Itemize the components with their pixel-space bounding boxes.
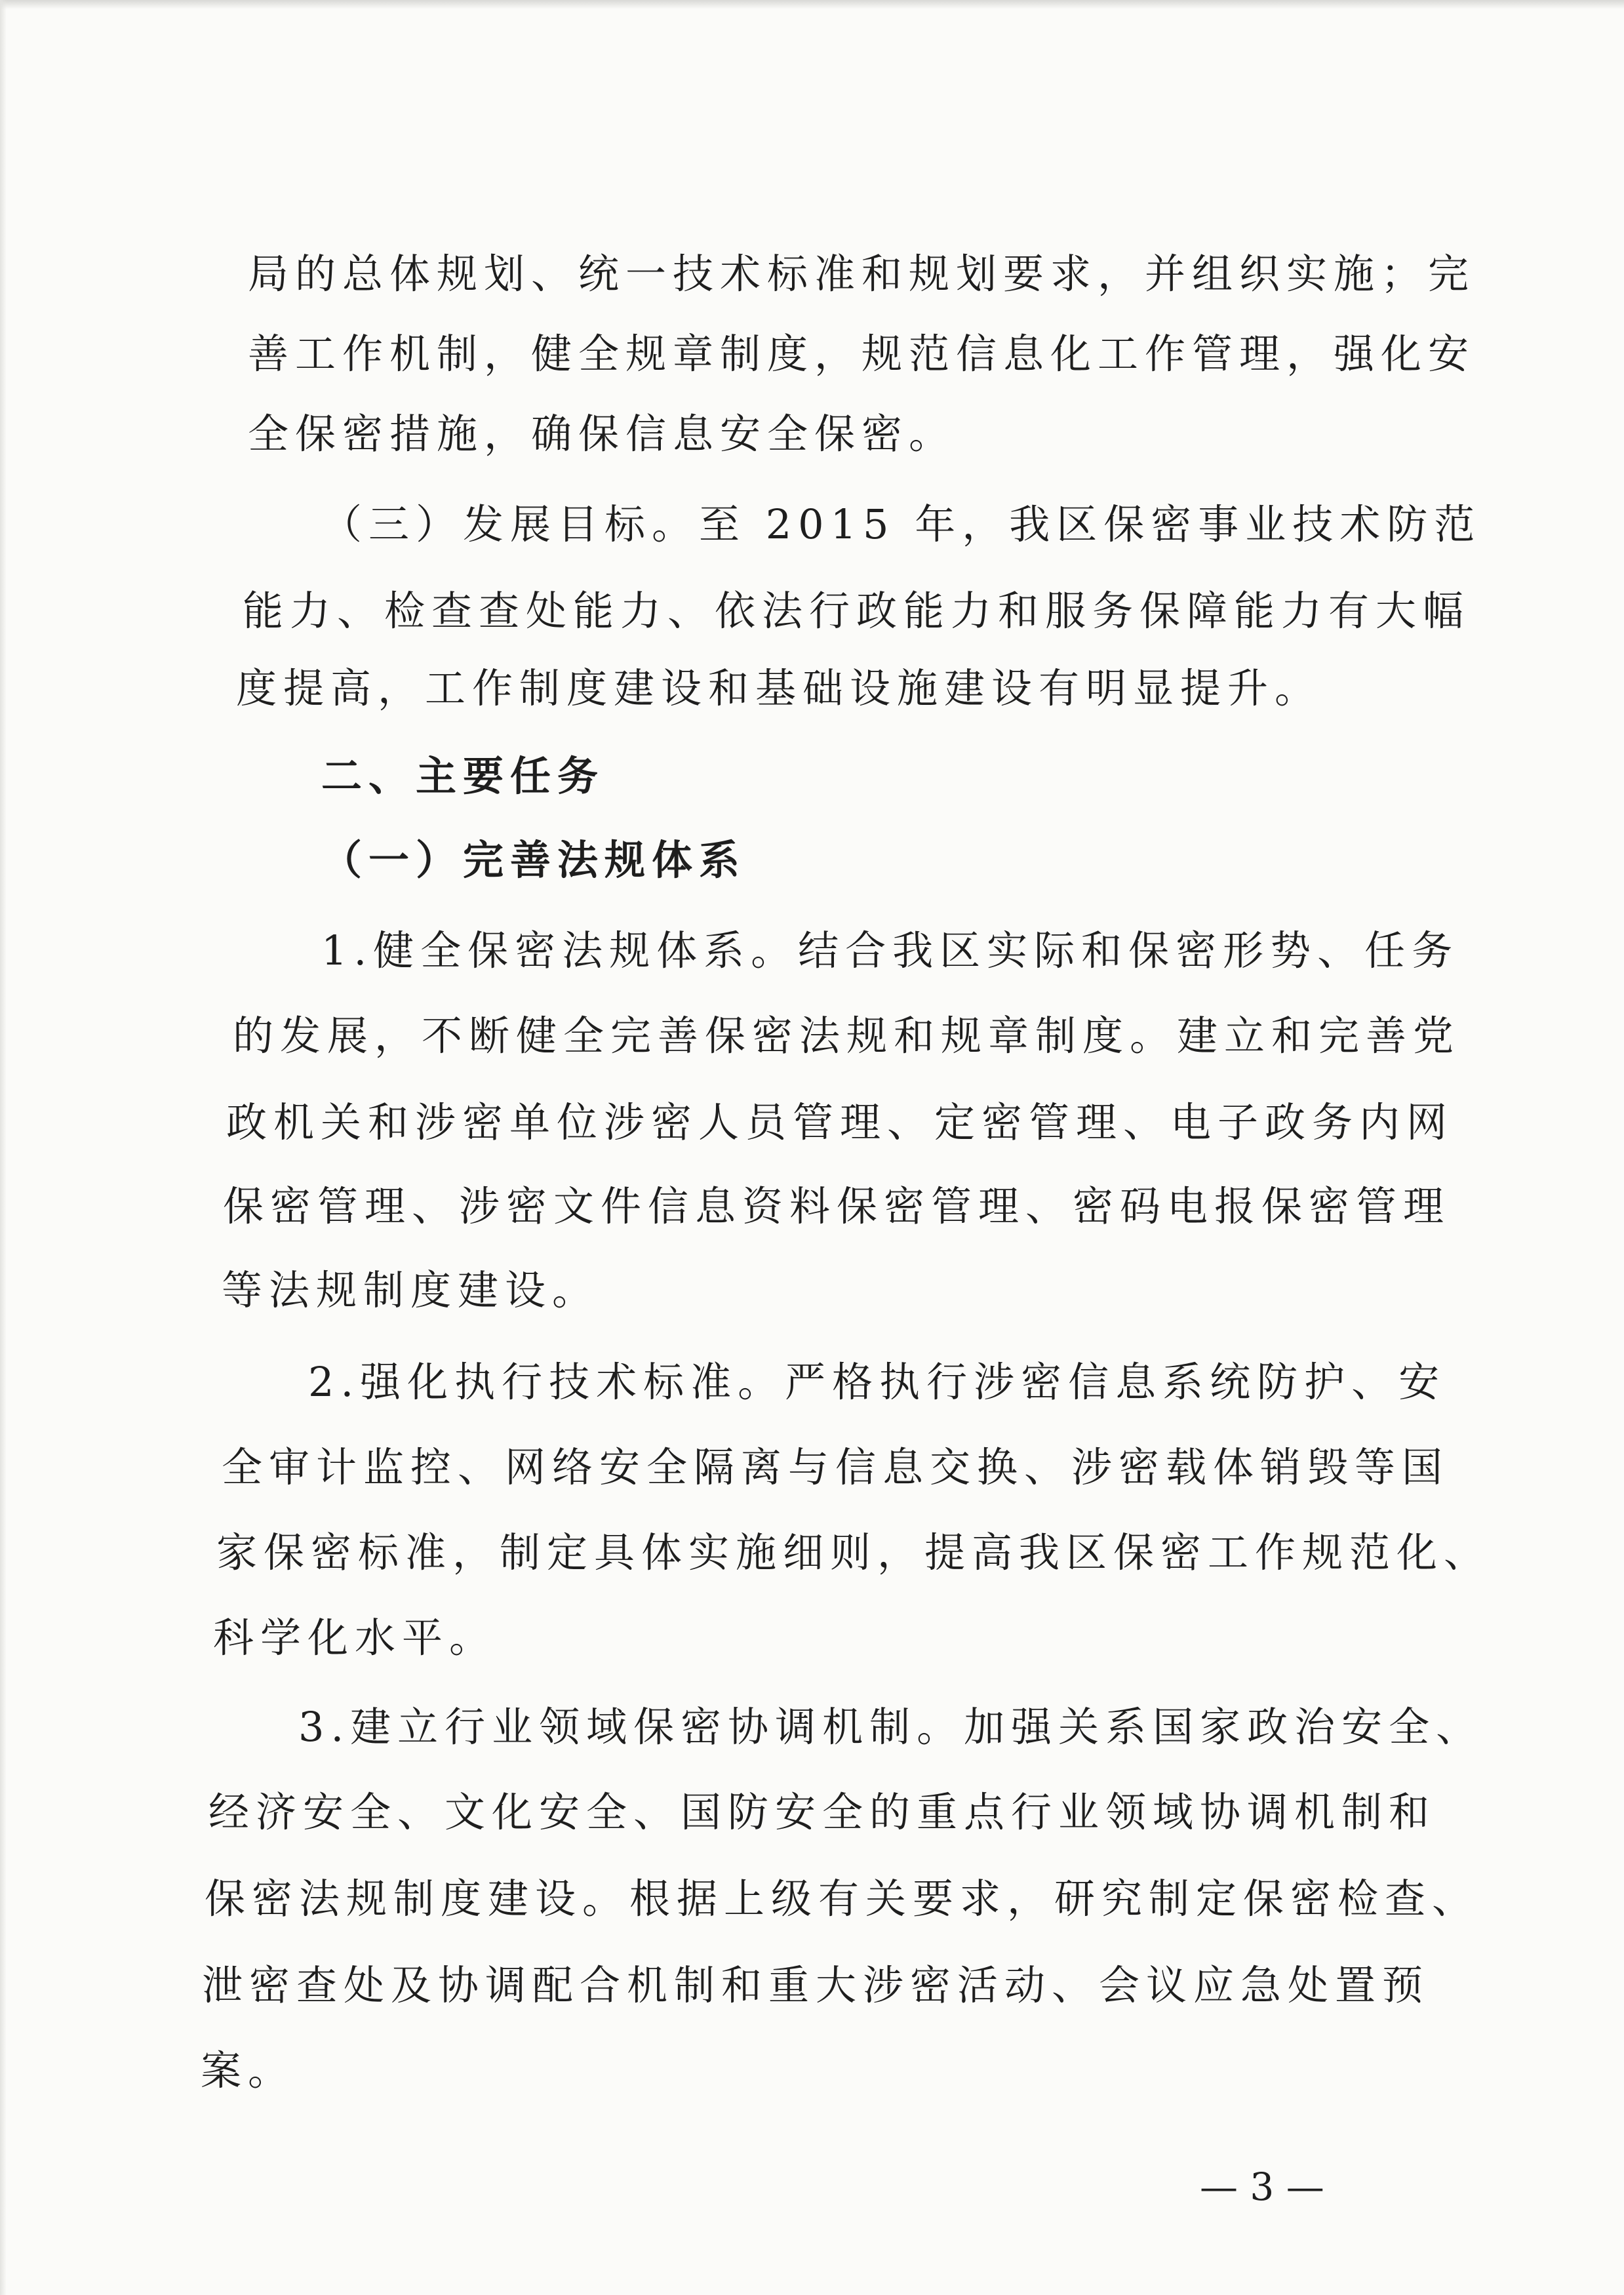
section-heading-main-tasks: 二、主要任务 xyxy=(321,752,605,800)
body-line: 能力、检查查处能力、依法行政能力和服务保障能力有大幅 xyxy=(243,587,1471,635)
section-goal-line: （三）发展目标。至 2015 年，我区保密事业技术防范 xyxy=(321,500,1482,548)
body-line: 经济安全、文化安全、国防安全的重点行业领域协调机制和 xyxy=(208,1788,1436,1836)
body-line: 家保密标准，制定具体实施细则，提高我区保密工作规范化、 xyxy=(216,1528,1492,1576)
body-line: 保密法规制度建设。根据上级有关要求，研究制定保密检查、 xyxy=(205,1875,1480,1923)
scan-edge-left xyxy=(0,0,7,2295)
body-line: 政机关和涉密单位涉密人员管理、定密管理、电子政务内网 xyxy=(226,1098,1454,1146)
body-line: 泄密查处及协调配合机制和重大涉密活动、会议应急处置预 xyxy=(202,1961,1430,2009)
page-number: — 3 — xyxy=(1200,2165,1324,2209)
body-line: 保密管理、涉密文件信息资料保密管理、密码电报保密管理 xyxy=(223,1182,1451,1230)
scan-edge-top xyxy=(0,0,1624,9)
body-line: 科学化水平。 xyxy=(213,1614,497,1662)
body-line: 等法规制度建设。 xyxy=(222,1266,600,1314)
body-line: 度提高，工作制度建设和基础设施建设有明显提升。 xyxy=(236,664,1322,712)
body-line: 善工作机制，健全规章制度，规范信息化工作管理，强化安 xyxy=(248,330,1476,378)
item-1-line: 1.健全保密法规体系。结合我区实际和保密形势、任务 xyxy=(321,927,1459,974)
body-line: 案。 xyxy=(201,2046,296,2094)
item-3-line: 3.建立行业领域保密协调机制。加强关系国家政治安全、 xyxy=(298,1703,1484,1751)
subsection-heading-regulations: （一）完善法规体系 xyxy=(321,836,747,884)
body-line: 的发展，不断健全完善保密法规和规章制度。建立和完善党 xyxy=(233,1012,1461,1060)
body-line: 全保密措施，确保信息安全保密。 xyxy=(248,410,957,458)
item-2-line: 2.强化执行技术标准。严格执行涉密信息系统防护、安 xyxy=(308,1358,1446,1406)
body-line: 局的总体规划、统一技术标准和规划要求，并组织实施；完 xyxy=(248,250,1476,298)
body-line: 全审计监控、网络安全隔离与信息交换、涉密载体销毁等国 xyxy=(222,1443,1450,1491)
